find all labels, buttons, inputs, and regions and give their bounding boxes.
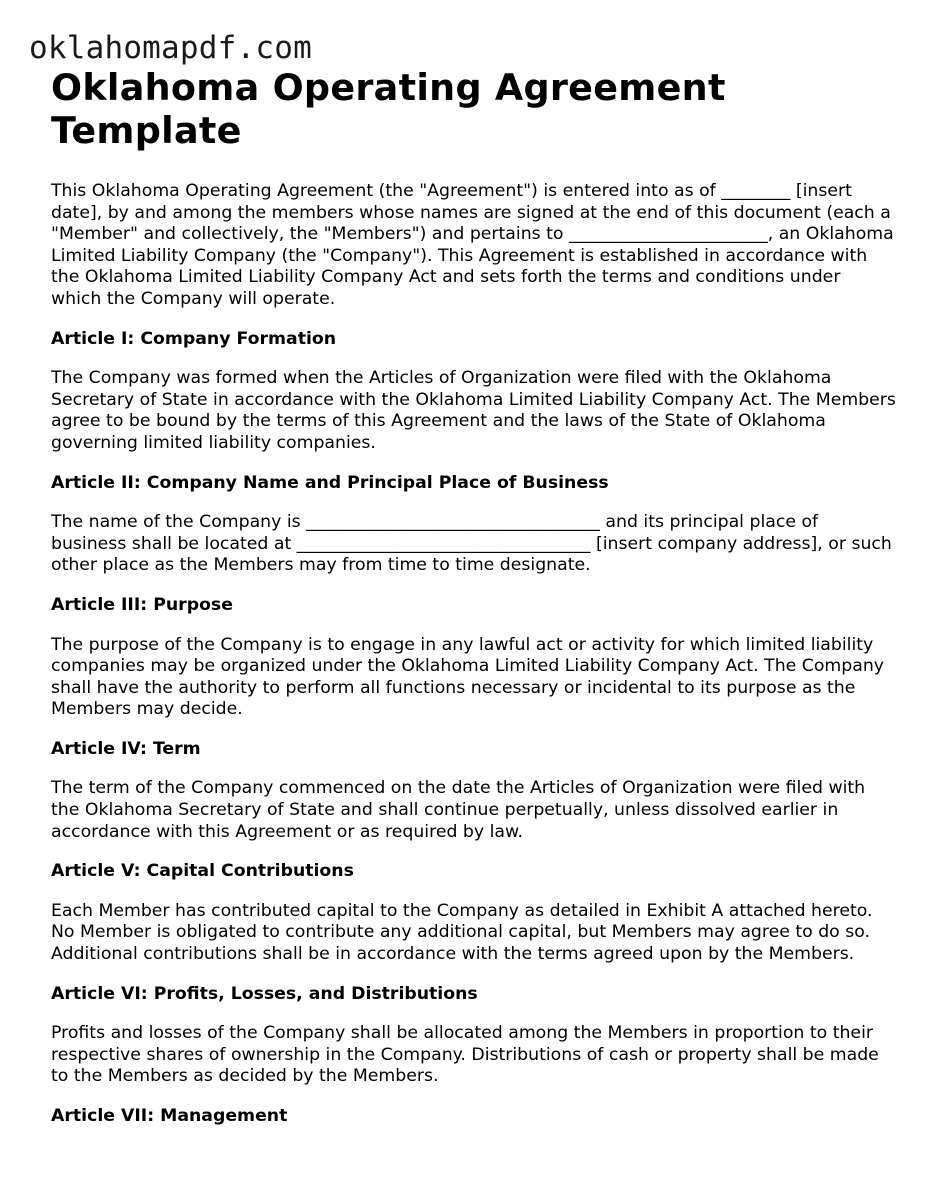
article-body: Profits and losses of the Company shall be allocated among the Members in proportion to their respective shares of ownership in the Company. Distributions of cash or property shall be made to the Members as decided by the Members.: [51, 1023, 879, 1087]
article-5: [51, 861, 896, 965]
article-body: The name of the Company is __________________________________ and its principal place of business shall be located at __________________________________ [insert company address], or such other place as the Members may from time to time designate.: [51, 512, 892, 576]
article-heading: Article I: Company Formation: [51, 328, 337, 349]
article-6: [51, 984, 896, 1088]
article-body: Each Member has contributed capital to the Company as detailed in Exhibit A attached hereto. No Member is obligated to contribute any additional capital, but Members may agree to do so. Additional contributions shall be in accordance with the terms agreed upon by the Members.: [51, 900, 873, 965]
site-watermark: oklahomapdf.com: [29, 30, 312, 66]
article-heading: Article II: Company Name and Principal Place of Business: [51, 472, 609, 493]
article-body: The purpose of the Company is to engage in any lawful act or activity for which limited liability companies may be organized under the Oklahoma Limited Liability Company Act. The Company shall have the authority to perform all functions necessary or incidental to its purpose as the Members may decide.: [51, 634, 885, 720]
article-heading: Article IV: Term: [51, 738, 201, 759]
article-heading: Article V: Capital Contributions: [51, 861, 354, 882]
article-7: [51, 1106, 896, 1128]
article-body: The term of the Company commenced on the date the Articles of Organization were filed with the Oklahoma Secretary of State and shall continue perpetually, unless dissolved earlier in accordance with this Agreement or as required by law.: [51, 778, 866, 842]
intro-paragraph: This Oklahoma Operating Agreement (the "Agreement") is entered into as of ________ [insert date], by and among the members whose names are signed at the end of this document (each a "Member" and collectively, the "Members") and pertains to _______________________, an Oklahoma Limited Liability Company (the "Company"). This Agreement is established in accordance with the Oklahoma Limited Liability Company Act and sets forth the terms and conditions under which the Company will operate.: [51, 181, 894, 309]
article-3: [51, 595, 896, 721]
article-heading: Article VI: Profits, Losses, and Distributions: [51, 983, 478, 1004]
article-heading: Article VII: Management: [51, 1106, 288, 1126]
article-1: [51, 329, 896, 455]
document: [51, 66, 896, 1128]
article-4: [51, 739, 896, 843]
article-body: The Company was formed when the Articles of Organization were filed with the Oklahoma Secretary of State in accordance with the Oklahoma Limited Liability Company Act. The Members agree to be bound by the terms of this Agreement and the laws of the State of Oklahoma governing limited liability companies.: [51, 368, 896, 453]
article-2: [51, 473, 896, 577]
article-heading: Article III: Purpose: [51, 594, 233, 615]
document-title: Oklahoma Operating Agreement Template: [51, 66, 726, 152]
